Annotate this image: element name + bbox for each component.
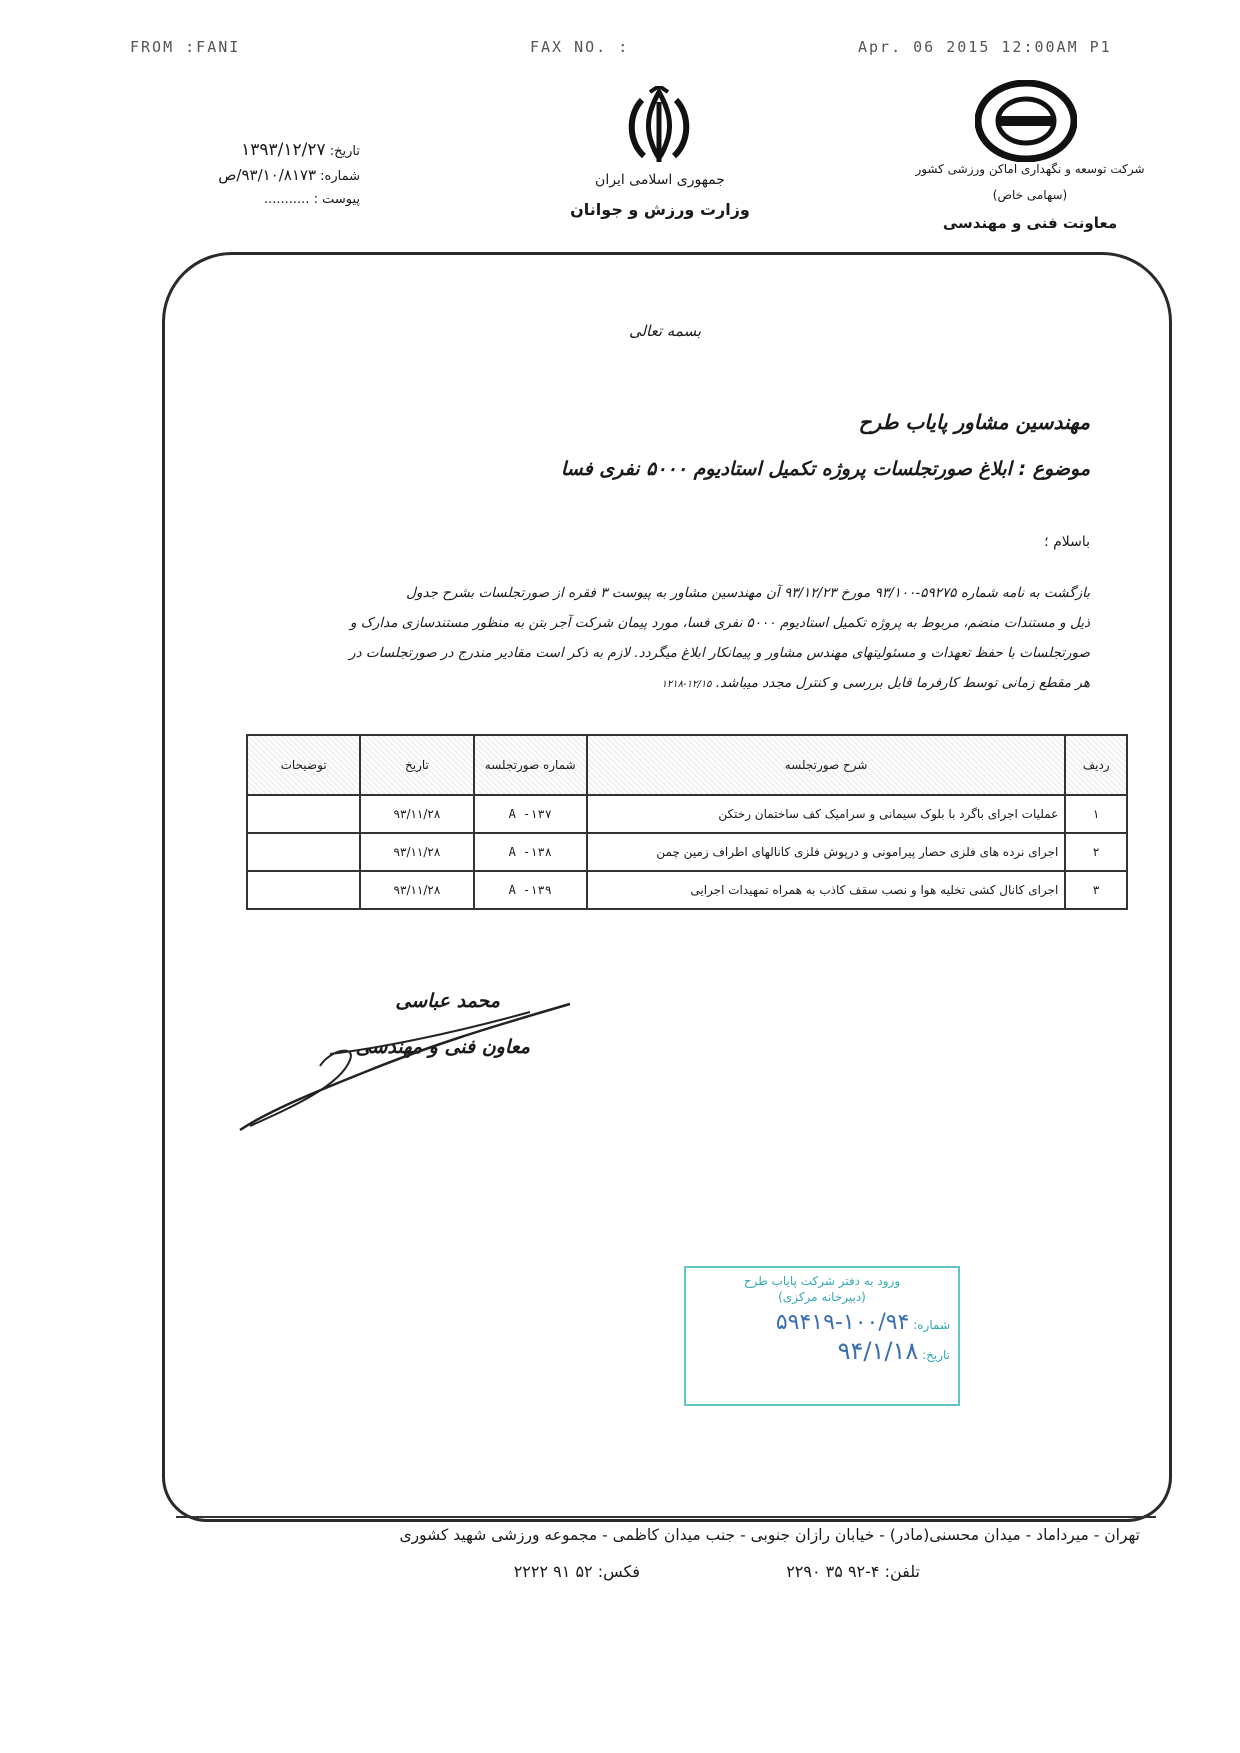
row-no: ۲ [1065, 833, 1127, 871]
handwritten-signature [230, 990, 590, 1140]
row-date: ۹۳/۱۱/۲۸ [360, 833, 473, 871]
iran-emblem-icon [620, 86, 698, 166]
header-notes: توضیحات [247, 735, 360, 795]
footer-address: تهران - میرداماد - میدان محسنی(مادر) - خیابان رازان جنوبی - جنب میدان کاظمی - مجموعه ورزشی شهید کشوری [399, 1526, 1140, 1544]
receipt-stamp [684, 1266, 960, 1406]
subject: موضوع : ابلاغ صورتجلسات پروژه تکمیل استادیوم ۵۰۰۰ نفری فسا [560, 458, 1090, 480]
signer-name: محمد عباسی [395, 990, 500, 1012]
body-line-4: هر مقطع زمانی توسط کارفرما قابل بررسی و کنترل مجدد میباشد. [715, 675, 1090, 691]
letter-meta [150, 140, 360, 218]
header-date: تاریخ [360, 735, 473, 795]
republic-name: جمهوری اسلامی ایران [595, 172, 725, 188]
row-record-number: A -۱۳۷ [474, 795, 587, 833]
fax-number: FAX NO. : [530, 38, 630, 56]
body-note: ۱۲/۱۵-۱۲۱۸ [661, 679, 712, 690]
stamp-date-row [686, 1337, 950, 1365]
row-no: ۱ [1065, 795, 1127, 833]
header-row-no: ردیف [1065, 735, 1127, 795]
company-logo-icon [975, 80, 1077, 162]
table-header-row [247, 735, 1127, 795]
letter-body [200, 578, 1090, 700]
records-table [246, 734, 1128, 910]
date-value: ۱۳۹۳/۱۲/۲۷ [241, 140, 326, 160]
invocation: بسمه تعالی [628, 322, 702, 340]
date-label: تاریخ: [329, 144, 360, 159]
records-table-wrap [246, 734, 1128, 910]
stamp-number-value: ۱۰۰/۹۴-۵۹۴۱۹ [775, 1310, 910, 1335]
table-row [247, 833, 1127, 871]
table-row [247, 795, 1127, 833]
footer-fax: فکس: ۵۲ ۹۱ ۲۲۲۲ [513, 1562, 640, 1581]
signer-title: معاون فنی و مهندسی [355, 1036, 530, 1058]
row-notes [247, 833, 360, 871]
header-description: شرح صورتجلسه [587, 735, 1065, 795]
footer-divider [176, 1516, 1156, 1518]
row-description: عملیات اجرای باگرد با بلوک سیمانی و سرامیک کف ساختمان رختکن [587, 795, 1065, 833]
stamp-number-label: شماره: [913, 1318, 950, 1332]
row-no: ۳ [1065, 871, 1127, 909]
stamp-date-value: ۹۴/۱/۱۸ [837, 1337, 919, 1365]
row-date: ۹۳/۱۱/۲۸ [360, 795, 473, 833]
row-record-number: A -۱۳۹ [474, 871, 587, 909]
row-notes [247, 871, 360, 909]
company-name: شرکت توسعه و نگهداری اماکن ورزشی کشور [915, 162, 1145, 176]
body-line-2: ذیل و مستندات منضم، مربوط به پروژه تکمیل استادیوم ۵۰۰۰ نفری فسا، مورد پیمان شرکت آجر بتن به منظور مستندسازی مدارک و [350, 615, 1090, 631]
body-line-3: صورتجلسات با حفظ تعهدات و مسئولیتهای مهندس مشاور و پیمانکار ابلاغ میگردد. لازم به ذکر است مقادیر مندرج در صورتجلسات در [349, 645, 1090, 661]
header-record-number: شماره صورتجلسه [474, 735, 587, 795]
row-notes [247, 795, 360, 833]
date-row [150, 140, 360, 166]
row-description: اجرای نرده های فلزی حصار پیرامونی و درپوش فلزی کانالهای اطراف زمین چمن [587, 833, 1065, 871]
ministry-name: وزارت ورزش و جوانان [570, 200, 750, 219]
row-date: ۹۳/۱۱/۲۸ [360, 871, 473, 909]
stamp-subtitle: (دبیرخانه مرکزی) [778, 1290, 866, 1304]
stamp-title: ورود به دفتر شرکت پایاب طرح [743, 1274, 901, 1288]
attachment-value: ........... [263, 192, 310, 207]
recipient: مهندسین مشاور پایاب طرح [858, 410, 1090, 434]
department-name: معاونت فنی و مهندسی [942, 214, 1118, 232]
number-row [150, 166, 360, 192]
attachment-label: پیوست : [313, 192, 360, 207]
greeting: باسلام ؛ [1044, 534, 1090, 550]
stamp-date-label: تاریخ: [922, 1348, 950, 1362]
fax-from: FROM :FANI [130, 38, 241, 56]
company-type: (سهامی خاص) [992, 188, 1068, 202]
fax-timestamp: Apr. 06 2015 12:00AM P1 [858, 38, 1112, 56]
stamp-number-row [686, 1310, 950, 1335]
number-value: ۹۳/۱۰/۸۱۷۳/ص [218, 166, 317, 184]
footer-phone: تلفن: ۴-۹۲ ۳۵ ۲۲۹۰ [786, 1562, 920, 1581]
attachment-row [150, 192, 360, 218]
number-label: شماره: [320, 169, 360, 184]
body-line-4-row [200, 668, 1090, 700]
row-description: اجرای کانال کشی تخلیه هوا و نصب سقف کاذب به همراه تمهیدات اجرایی [587, 871, 1065, 909]
body-line-1: بازگشت به نامه شماره ۵۹۲۷۵-۹۳/۱۰۰ مورخ ۹۳/۱۲/۲۳ آن مهندسین مشاور به پیوست ۳ فقره از صورتجلسات بشرح جدول [406, 585, 1090, 601]
table-row [247, 871, 1127, 909]
row-record-number: A -۱۳۸ [474, 833, 587, 871]
